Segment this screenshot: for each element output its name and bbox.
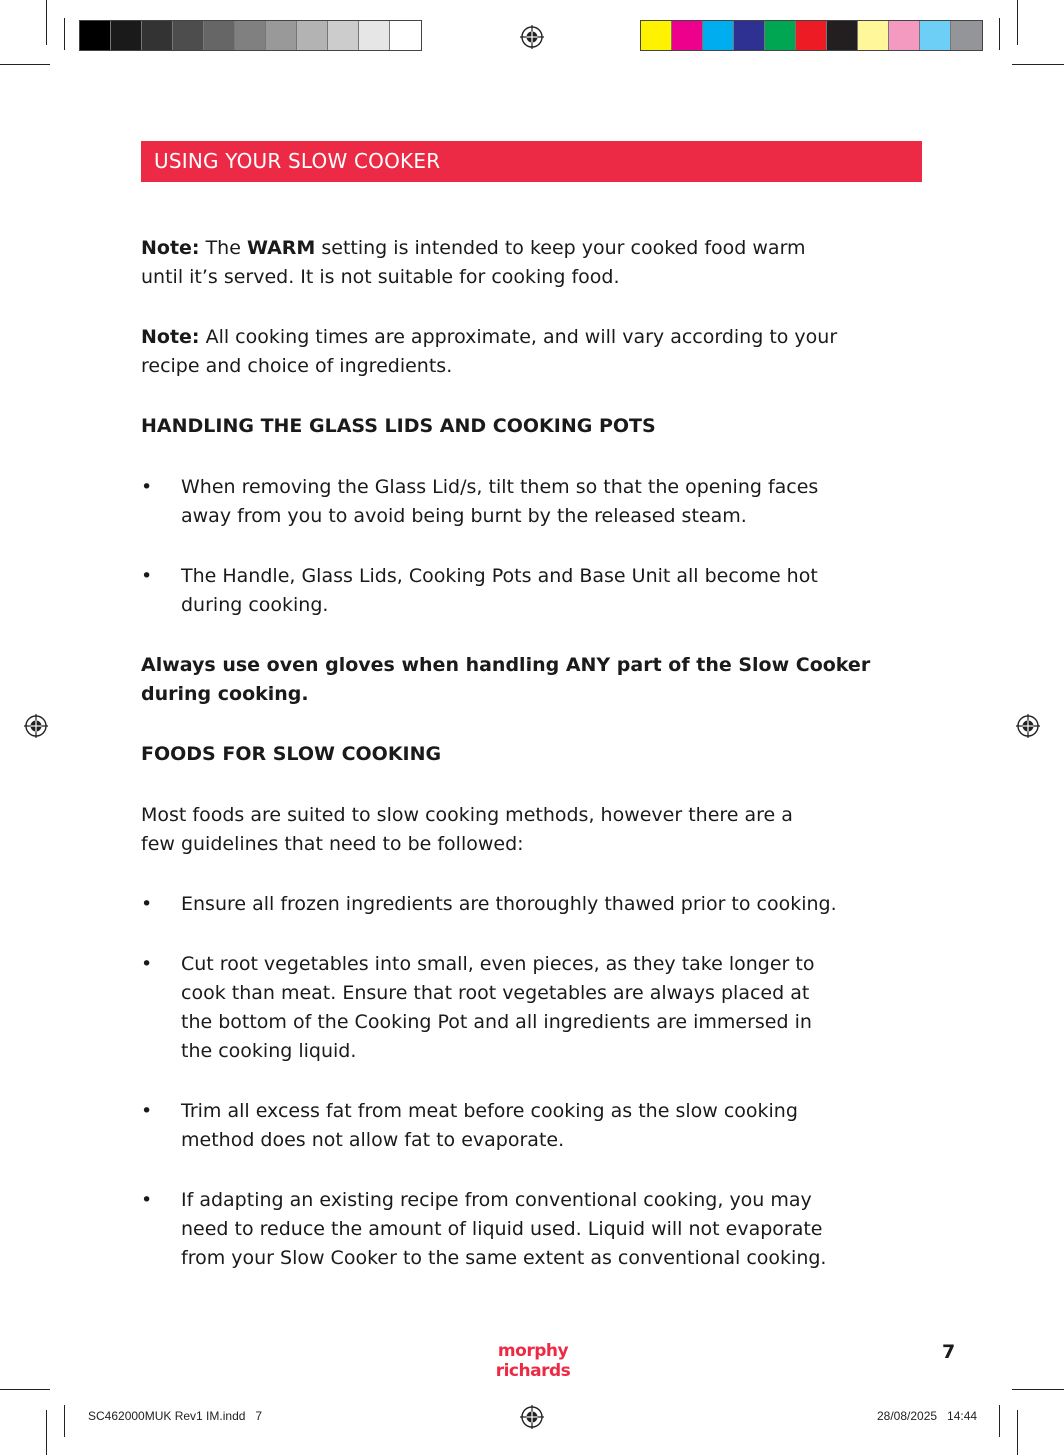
- intro-line: few guidelines that need to be followed:: [141, 833, 524, 855]
- registration-mark-icon: [1016, 714, 1040, 738]
- bullet-icon: •: [141, 565, 153, 587]
- note-label: Note:: [141, 237, 200, 259]
- warning-line: during cooking.: [141, 683, 309, 705]
- oven-gloves-warning: [141, 651, 931, 709]
- bullet-icon: •: [141, 476, 153, 498]
- note-label: Note:: [141, 326, 200, 348]
- process-color-bar: [640, 20, 983, 51]
- color-swatch: [858, 21, 889, 50]
- bullet-line: during cooking.: [181, 594, 329, 616]
- bullet-line: need to reduce the amount of liquid used. Liquid will not evaporate: [181, 1218, 823, 1240]
- color-swatch: [235, 21, 266, 50]
- color-swatch: [111, 21, 142, 50]
- file-slug: SC462000MUK Rev1 IM.indd 7: [88, 1409, 263, 1423]
- warning-line: Always use oven gloves when handling ANY part of the Slow Cooker: [141, 654, 871, 676]
- bullet-line: When removing the Glass Lid/s, tilt them so that the opening faces: [181, 476, 819, 498]
- bullet-line: cook than meat. Ensure that root vegetables are always placed at: [181, 982, 810, 1004]
- brand-logo: morphy richards: [495, 1341, 571, 1381]
- crop-mark: [0, 64, 50, 65]
- note-text: setting is intended to keep your cooked food warm: [321, 237, 806, 259]
- bullet-line: Cut root vegetables into small, even pieces, as they take longer to: [181, 953, 815, 975]
- bullet-line: If adapting an existing recipe from conventional cooking, you may: [181, 1189, 812, 1211]
- registration-mark-icon: [520, 25, 544, 49]
- note-text: All cooking times are approximate, and will vary according to your: [205, 326, 838, 348]
- color-swatch: [889, 21, 920, 50]
- color-swatch: [641, 21, 672, 50]
- section-header: USING YOUR SLOW COOKER: [141, 141, 922, 182]
- foods-bullet: [181, 1186, 941, 1273]
- warm-setting-note: [141, 234, 931, 292]
- bullet-icon: •: [141, 1189, 153, 1211]
- crop-mark: [1017, 1410, 1018, 1455]
- bullet-icon: •: [141, 953, 153, 975]
- color-swatch: [920, 21, 951, 50]
- bullet-line: method does not allow fat to evaporate.: [181, 1129, 565, 1151]
- color-swatch: [734, 21, 765, 50]
- color-swatch: [173, 21, 204, 50]
- bullet-line: Ensure all frozen ingredients are thoroughly thawed prior to cooking.: [181, 893, 837, 915]
- grayscale-color-bar: [79, 20, 422, 51]
- color-swatch: [951, 21, 982, 50]
- crop-mark: [1012, 1389, 1064, 1390]
- color-swatch: [390, 21, 421, 50]
- handling-bullet: [181, 473, 941, 531]
- color-swatch: [328, 21, 359, 50]
- crop-mark: [46, 1410, 47, 1455]
- crop-mark: [64, 1405, 65, 1437]
- color-swatch: [796, 21, 827, 50]
- foods-bullet: [181, 1097, 941, 1155]
- bullet-line: the cooking liquid.: [181, 1040, 357, 1062]
- color-swatch: [80, 21, 111, 50]
- crop-mark: [1017, 0, 1018, 45]
- color-swatch: [204, 21, 235, 50]
- crop-mark: [1012, 64, 1064, 65]
- intro-line: Most foods are suited to slow cooking methods, however there are a: [141, 804, 793, 826]
- handling-heading: HANDLING THE GLASS LIDS AND COOKING POTS: [141, 415, 656, 437]
- color-swatch: [703, 21, 734, 50]
- bullet-line: away from you to avoid being burnt by the released steam.: [181, 505, 747, 527]
- warm-keyword: WARM: [246, 237, 316, 259]
- handling-bullet: [181, 562, 941, 620]
- crop-mark: [999, 1405, 1000, 1437]
- bullet-line: Trim all excess fat from meat before cooking as the slow cooking: [181, 1100, 798, 1122]
- cooking-times-note: [141, 323, 931, 381]
- foods-bullet: [181, 890, 941, 919]
- bullet-line: The Handle, Glass Lids, Cooking Pots and Base Unit all become hot: [181, 565, 818, 587]
- date-slug: 28/08/2025 14:44: [877, 1409, 978, 1423]
- note-text: until it’s served. It is not suitable for cooking food.: [141, 266, 620, 288]
- color-swatch: [827, 21, 858, 50]
- note-text: recipe and choice of ingredients.: [141, 355, 453, 377]
- color-swatch: [142, 21, 173, 50]
- color-swatch: [266, 21, 297, 50]
- color-swatch: [672, 21, 703, 50]
- bullet-line: from your Slow Cooker to the same extent as conventional cooking.: [181, 1247, 827, 1269]
- color-swatch: [765, 21, 796, 50]
- bullet-line: the bottom of the Cooking Pot and all ingredients are immersed in: [181, 1011, 812, 1033]
- color-swatch: [297, 21, 328, 50]
- page-number: 7: [942, 1341, 956, 1363]
- crop-mark: [46, 0, 47, 45]
- registration-mark-icon: [24, 714, 48, 738]
- bullet-icon: •: [141, 1100, 153, 1122]
- crop-mark: [64, 18, 65, 50]
- crop-mark: [999, 18, 1000, 50]
- foods-intro: [141, 801, 931, 859]
- foods-heading: FOODS FOR SLOW COOKING: [141, 743, 442, 765]
- color-swatch: [359, 21, 390, 50]
- bullet-icon: •: [141, 893, 153, 915]
- registration-mark-icon: [520, 1405, 544, 1429]
- crop-mark: [0, 1389, 50, 1390]
- note-text: The: [205, 237, 241, 259]
- foods-bullet: [181, 950, 941, 1066]
